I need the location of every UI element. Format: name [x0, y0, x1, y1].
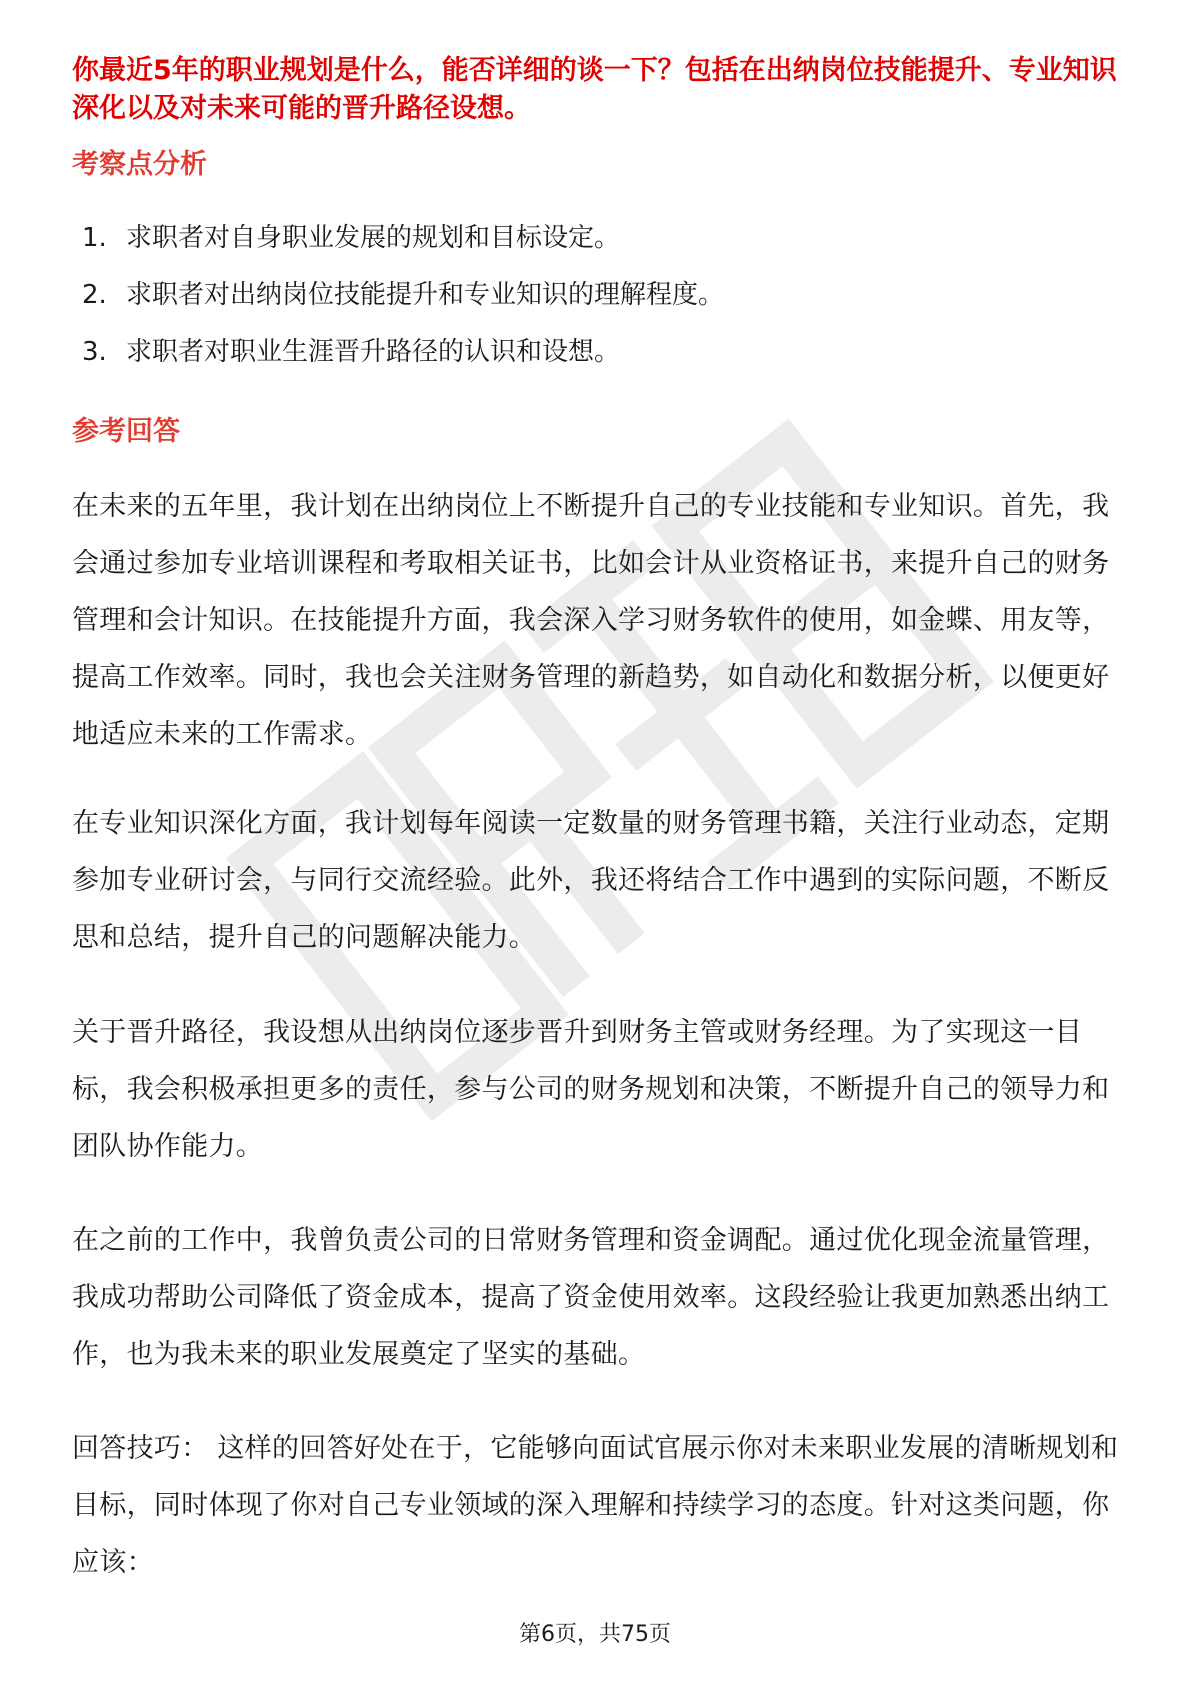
answer-tips-paragraph: 回答技巧： 这样的回答好处在于，它能够向面试官展示你对未来职业发展的清晰规划和目标，同时体现了你对自己专业领域的深入理解和持续学习的态度。针对这类问题，你应该：	[72, 1433, 1119, 1578]
analysis-item-number: 2.	[82, 280, 107, 310]
interview-question: 你最近5年的职业规划是什么，能否详细的谈一下？包括在出纳岗位技能提升、专业知识深化以及对未来可能的晋升路径设想。	[72, 55, 1117, 124]
analysis-item-text: 求职者对自身职业发展的规划和目标设定。	[126, 223, 621, 253]
analysis-item	[82, 220, 1122, 277]
analysis-item-text: 求职者对出纳岗位技能提升和专业知识的理解程度。	[126, 280, 725, 310]
analysis-section-title: 考察点分析	[72, 149, 207, 180]
answer-paragraph-experience: 在之前的工作中，我曾负责公司的日常财务管理和资金调配。通过优化现金流量管理，我成功帮助公司降低了资金成本，提高了资金使用效率。这段经验让我更加熟悉出纳工作，也为我未来的职业发展奠定了坚实的基础。	[72, 1225, 1110, 1370]
answer-paragraph-promotion: 关于晋升路径，我设想从出纳岗位逐步晋升到财务主管或财务经理。为了实现这一目标，我会积极承担更多的责任，参与公司的财务规划和决策，不断提升自己的领导力和团队协作能力。	[72, 1017, 1110, 1162]
analysis-item-number: 1.	[82, 223, 107, 253]
page-number-footer: 第6页，共75页	[519, 1622, 671, 1647]
answer-paragraph-plan: 在未来的五年里，我计划在出纳岗位上不断提升自己的专业技能和专业知识。首先，我会通过参加专业培训课程和考取相关证书，比如会计从业资格证书，来提升自己的财务管理和会计知识。在技能提升方面，我会深入学习财务软件的使用，如金蝶、用友等，提高工作效率。同时，我也会关注财务管理的新趋势，如自动化和数据分析，以便更好地适应未来的工作需求。	[72, 491, 1110, 750]
analysis-item-text: 求职者对职业生涯晋升路径的认识和设想。	[126, 337, 621, 367]
analysis-item-number: 3.	[82, 337, 107, 367]
analysis-item	[82, 277, 1122, 334]
analysis-item	[82, 334, 1122, 391]
answer-section-title: 参考回答	[72, 416, 180, 447]
answer-paragraph-knowledge: 在专业知识深化方面，我计划每年阅读一定数量的财务管理书籍，关注行业动态，定期参加专业研讨会，与同行交流经验。此外，我还将结合工作中遇到的实际问题，不断反思和总结，提升自己的问题解决能力。	[72, 808, 1110, 953]
analysis-list	[82, 220, 1122, 391]
